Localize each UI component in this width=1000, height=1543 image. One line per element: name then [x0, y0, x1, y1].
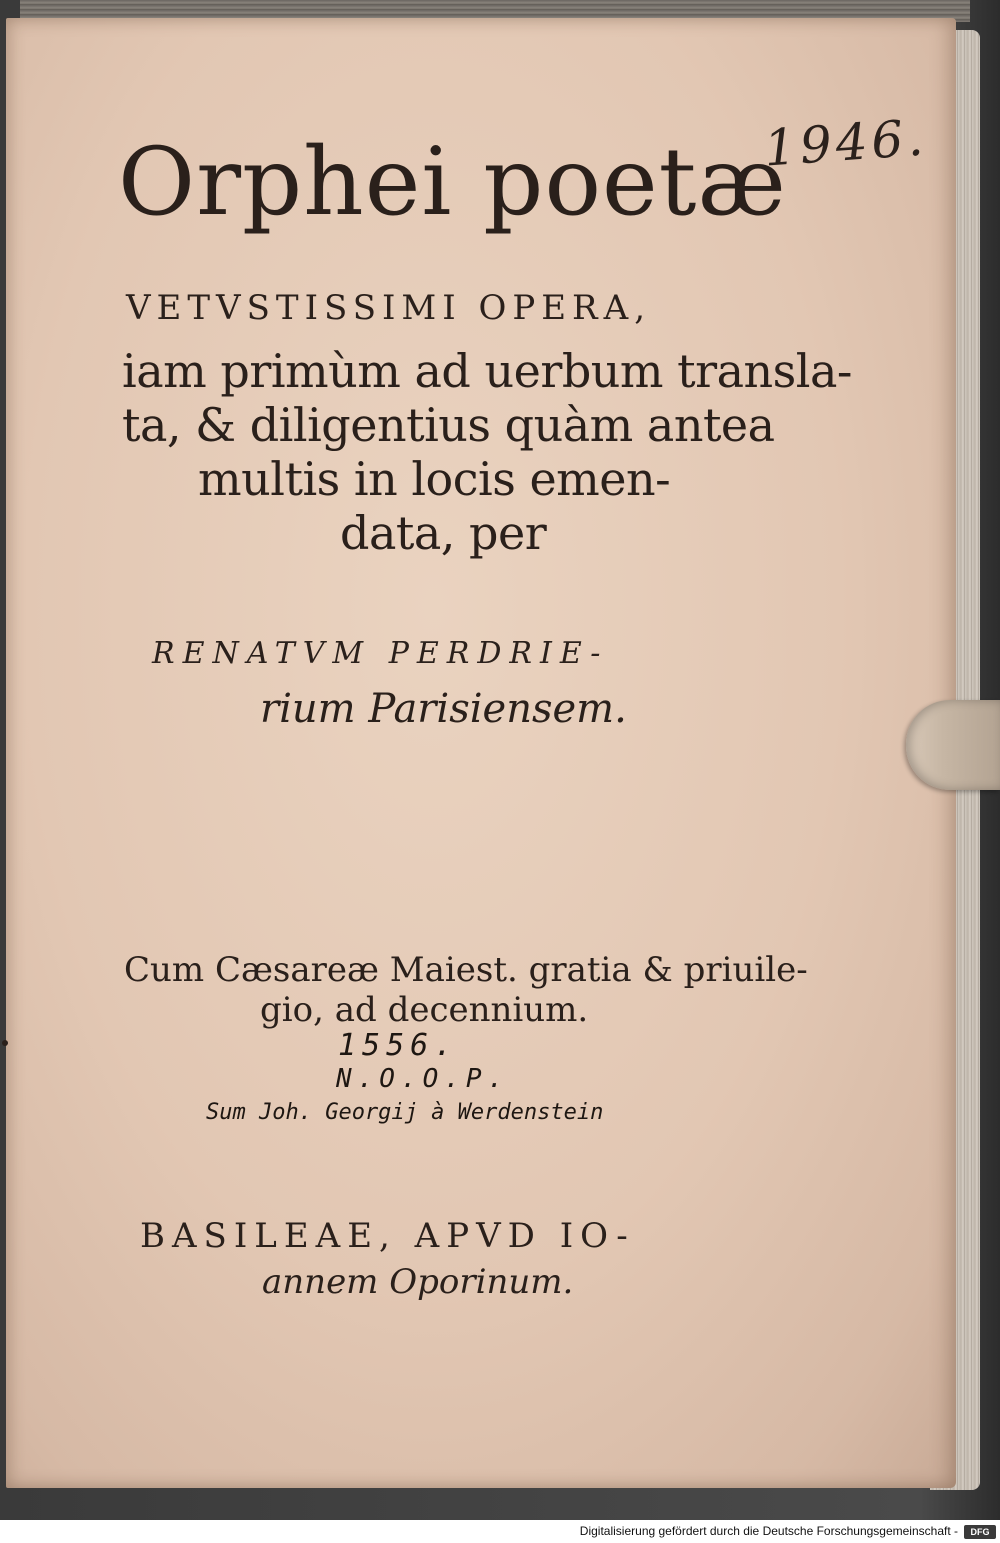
body-line-1: iam primùm ad uerbum transla-: [122, 344, 852, 398]
privilege-line-1: Cum Cæsareæ Maiest. gratia & priuile-: [124, 950, 808, 990]
author-line: rium Parisiensem.: [260, 686, 627, 732]
body-line-4: data, per: [340, 506, 547, 560]
title-page: [6, 18, 956, 1488]
footer-bar: [0, 1522, 1000, 1543]
handwritten-ownership: Sum Joh. Georgij à Werdenstein: [206, 1100, 604, 1125]
handwritten-shelfmark: 1946.: [762, 108, 929, 178]
dfg-logo: DFG: [964, 1525, 996, 1539]
footer-credit: Digitalisierung gefördert durch die Deutsche Forschungsgemeinschaft -: [579, 1524, 958, 1538]
body-line-2: ta, & diligentius quàm antea: [122, 398, 775, 452]
subtitle-caps: VETVSTISSIMI OPERA,: [126, 288, 652, 328]
book-title: Orphei poetæ: [118, 128, 787, 237]
imprint-caps: BASILEAE, APVD IO-: [140, 1216, 635, 1256]
imprint-line: annem Oporinum.: [262, 1262, 574, 1302]
margin-mark: [2, 1040, 8, 1046]
handwritten-year: 1556.: [338, 1028, 459, 1063]
page-clip: [906, 700, 1000, 790]
handwritten-motto: N.O.O.P.: [336, 1064, 510, 1094]
privilege-line-2: gio, ad decennium.: [260, 990, 589, 1030]
author-caps: RENATVM PERDRIE-: [152, 636, 609, 671]
body-line-3: multis in locis emen-: [198, 452, 671, 506]
